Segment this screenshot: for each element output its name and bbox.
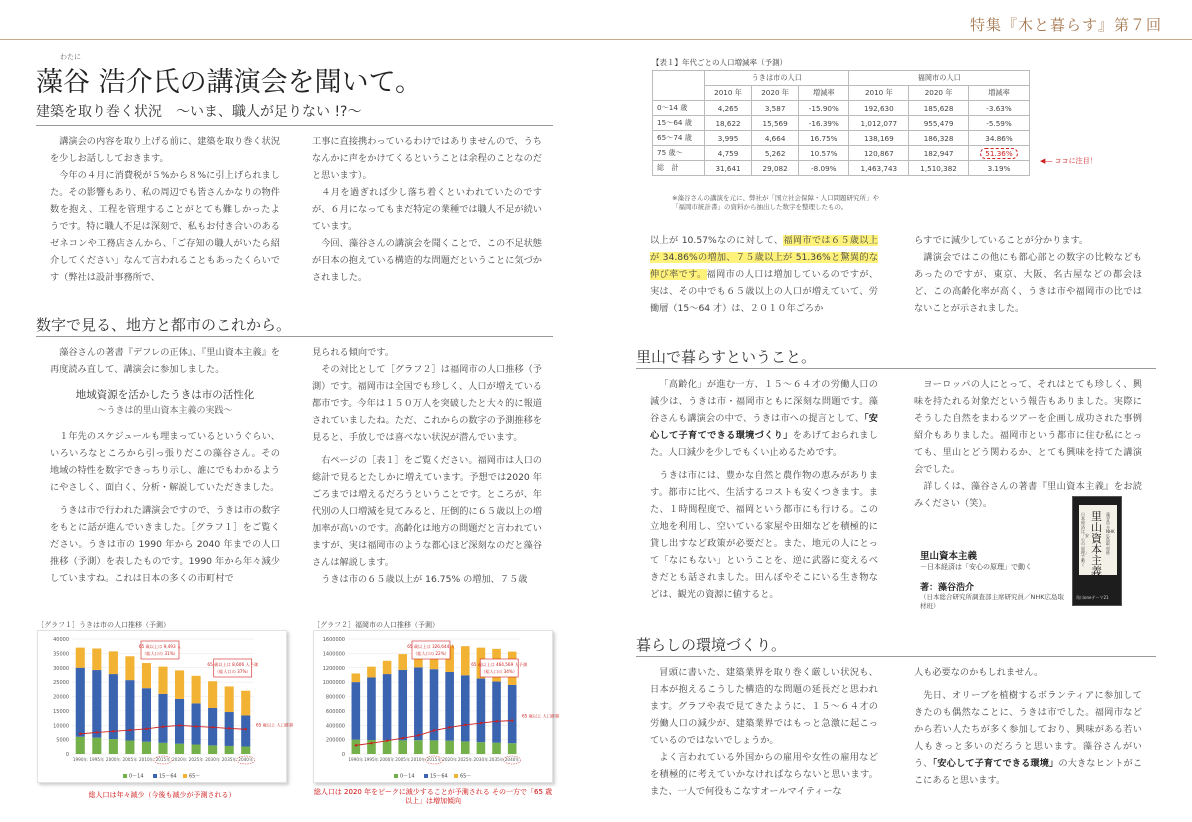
- side-label: 65 歳以上 人口推移: [522, 713, 560, 719]
- bar-segment-0～14: [142, 742, 151, 754]
- annotation-text: 65 歳以上は 464,569 人予測: [471, 662, 528, 667]
- bar-segment-0～14: [92, 738, 101, 754]
- chart1-svg: [38, 631, 294, 784]
- bar-segment-0～14: [76, 737, 85, 754]
- x-tick-label: 1990年: [72, 757, 88, 762]
- y-tick-label: 10000: [53, 723, 69, 730]
- highlight-oval: 51.36%: [980, 148, 1017, 159]
- bar-segment-15～64: [76, 668, 85, 737]
- row-label: 65～74 歳: [653, 131, 705, 146]
- legend-label: 0～14: [129, 773, 144, 780]
- y-tick-label: 30000: [53, 665, 69, 672]
- bar-segment-0～14: [508, 743, 517, 754]
- bar-segment-15～64: [477, 679, 486, 743]
- article-title: 藻谷 浩介氏の講演会を聞いて。: [36, 67, 423, 98]
- y-tick-label: 40000: [53, 637, 69, 643]
- table-cell: 185,628: [909, 101, 969, 116]
- divider: [36, 125, 553, 126]
- legend-label: 65～: [189, 773, 201, 780]
- x-tick-label: 2005年: [122, 757, 138, 762]
- trend-point: [96, 731, 98, 733]
- paragraph: 詳しくは、藻谷さんの著書『里山資本主義』をお読みください（笑）。: [914, 481, 1142, 509]
- y-tick-label: 0: [341, 752, 345, 758]
- legend-swatch: [153, 774, 157, 778]
- table-cell: 955,479: [909, 116, 969, 131]
- table-cell: 1,510,382: [909, 161, 969, 176]
- table-subheader: 2010 年: [705, 86, 752, 101]
- trend-point: [145, 728, 147, 730]
- series-title: 特集『木と暮らす』第７回: [969, 16, 1162, 34]
- book-info: [920, 548, 1068, 611]
- y-tick-label: 0: [65, 752, 69, 758]
- chart1-frame: [37, 630, 294, 783]
- legend-swatch: [424, 774, 428, 778]
- bar-segment-15～64: [398, 670, 407, 740]
- bar-segment-15～64: [414, 667, 423, 740]
- y-tick-label: 600000: [325, 708, 345, 715]
- x-tick-label: 2000年: [105, 757, 121, 762]
- paragraph: 講演会ではこの他にも都心部との数字の比較などもあったのですが、東京、大阪、名古屋などの都会ほど、この高齢化率が高く、うきは市や福岡市の比ではないことが示されました。: [914, 252, 1142, 314]
- divider: [636, 656, 1156, 657]
- table-group-header: 福岡市の人口: [849, 71, 1030, 86]
- table-cell: 3,995: [705, 131, 752, 146]
- bar-segment-0～14: [383, 740, 392, 754]
- paragraph: 今年の４月に消費税が５%から８%に引上げられました。その影響もあり、私の周辺でも皆さんかなりの物件数を抱え、工程を管理することがとても難しかったようです。特に職人不足は深刻で、私もお付き合いのあるゼネコンや工務店さんから、「ご存知の職人がいたら紹介してください」なんて言われることもあったくらいです（弊社は設計事務所で、: [50, 170, 280, 283]
- subtitle: 建築を取り巻く状況 ～いま、職人が足りない !?～: [36, 104, 362, 120]
- paragraph: その対比として［グラフ２］は福岡市の人口推移（予測）です。福岡市は全国でも珍しく、人口が増えている都市です。今年は１５０万人を突破したと大々的に報道されていましたね。ただ、これからの数字の予測推移を見ると、手放しでは喜べない状況が潜んでいます。: [312, 364, 542, 443]
- text: の大きなヒントがここにあると思います。: [914, 758, 1143, 786]
- y-tick-label: 5000: [56, 737, 69, 744]
- note-line: 「福岡市統計書」の資料から抽出した数字を整理したもの。: [672, 203, 848, 211]
- legend-swatch: [123, 774, 127, 778]
- table-cell: -16.39%: [799, 116, 849, 131]
- lecture-subtitle: ～うきは的里山資本主義の実践～: [97, 406, 233, 416]
- p2-right-column: [914, 232, 1142, 317]
- trend-point: [245, 728, 247, 730]
- trend-point: [112, 730, 114, 732]
- table-cell: 120,867: [849, 146, 909, 161]
- callout: [1040, 156, 1097, 166]
- x-tick-label: 2005年: [395, 757, 411, 762]
- bar-segment-15～64: [109, 674, 118, 739]
- bar-segment-15～64: [142, 688, 151, 742]
- text: 先日、オリーブを植樹するボランティアに参加してきたのも偶然なことに、うきは市でした。福岡市などから若い人たちが多く参加しており、興味がある若い人もきっと多いのだろうと思います。藻谷さんがいう、: [914, 690, 1142, 769]
- intro-right-column: [312, 133, 542, 286]
- text: をあげておられました。人口減少を少しでもくい止めるためです。: [650, 430, 878, 458]
- paragraph: らすでに減少していることが分かります。: [914, 235, 1089, 246]
- x-tick-label: 2025年: [188, 757, 204, 762]
- trend-point: [480, 722, 482, 724]
- bar-segment-0～14: [175, 744, 184, 754]
- trend-point: [495, 720, 497, 722]
- table-subheader: 増減率: [799, 86, 849, 101]
- bold-text: 「安心して子育てできる環境づくり」: [650, 413, 878, 441]
- side-label: 65 歳以上 人口推移: [256, 722, 294, 728]
- x-tick-label: 2030年: [473, 757, 489, 762]
- x-tick-label: 1995年: [364, 757, 379, 762]
- x-tick-label: 2015年: [155, 757, 171, 762]
- bar-segment-65～: [398, 654, 407, 670]
- bar-segment-0～14: [352, 740, 361, 754]
- chart2-caption: 総人口は 2020 年をピークに減少することが予測される その一方で「65 歳以上」は増加傾向: [313, 788, 553, 805]
- annotation-text: 65 歳以上は 9,493 人: [138, 644, 182, 649]
- bar-segment-0～14: [109, 739, 118, 754]
- chart2-title: ［グラフ２］福岡市の人口推移（予測）: [313, 621, 439, 629]
- section4-right-column: [914, 664, 1142, 789]
- table-note: [672, 194, 879, 212]
- section-heading-satoyama: 里山で暮らすということ。: [636, 348, 817, 366]
- bar-segment-65～: [241, 691, 250, 716]
- annotation-text: （総人口の 37%）: [214, 669, 251, 674]
- x-tick-label: 2010年: [410, 757, 426, 762]
- x-tick-label: 1995年: [89, 757, 105, 762]
- table-cell: 182,947: [909, 146, 969, 161]
- trend-point: [433, 729, 435, 731]
- table-cell: 18,622: [705, 116, 752, 131]
- bar-segment-65～: [208, 681, 217, 708]
- section3-right-column: [914, 376, 1142, 512]
- bar-segment-65～: [352, 674, 361, 683]
- table-subheader: 2020 年: [752, 86, 799, 101]
- bar-segment-0～14: [398, 740, 407, 754]
- paragraph: ヨーロッパの人にとって、それはとても珍しく、興味を持たれる対象だという報告もありました。実際にそうした自然をまわるツアーを企画し成功された事例紹介もありました。福岡市という都市に住む私にとっても、里山とどう関わるか、とても興味を持てた講演会でした。: [914, 379, 1142, 475]
- section2-left-column: [50, 344, 280, 587]
- table-row: [653, 101, 1030, 116]
- table-cell: -3.63%: [968, 101, 1029, 116]
- highlighted-text: 福岡市では６５歳以上が 34.86%の増加、７５歳以上が 51.36%と驚異的な伸び率です。: [650, 235, 878, 280]
- table-cell: 10.57%: [799, 146, 849, 161]
- table-cell: 3,587: [752, 101, 799, 116]
- x-tick-label: 2020年: [172, 757, 187, 762]
- trend-point: [370, 742, 372, 744]
- bar-segment-15～64: [445, 672, 454, 741]
- chart2-svg: [314, 631, 560, 784]
- table-cell: 4,664: [752, 131, 799, 146]
- bar-segment-65～: [192, 676, 201, 704]
- trend-point: [211, 726, 213, 728]
- table-cell: 31,641: [705, 161, 752, 176]
- table-cell: 4,759: [705, 146, 752, 161]
- chart2-frame: [313, 630, 560, 783]
- bar-segment-15～64: [492, 682, 501, 743]
- bar-segment-65～: [142, 663, 151, 688]
- cover-author: 藻谷浩介 NHK広島取材班: [1106, 512, 1115, 555]
- trend-point: [228, 727, 230, 729]
- table-corner: [653, 71, 705, 101]
- bar-segment-0～14: [125, 740, 134, 754]
- legend-label: 15～64: [159, 773, 177, 780]
- bar-segment-15～64: [508, 685, 517, 743]
- note-line: ※藻谷さんの講演を元に、弊社が「国立社会保障・人口問題研究所」や: [672, 194, 879, 202]
- x-tick-label: 2030年: [205, 757, 221, 762]
- x-tick-label: 2025年: [457, 757, 473, 762]
- bar-segment-0～14: [414, 740, 423, 754]
- x-tick-label: 2035年: [221, 757, 237, 762]
- bar-segment-15～64: [352, 682, 361, 740]
- paragraph: うきは市には、豊かな自然と農作物の恵みがあります。都市に比べ、生活するコストも安くつきます。また、１時間程度で、福岡という都市にも行ける。この立地を利用し、空いている家屋や田畑などを積極的に貸し出すなど政策が必要だと。また、地元の人にとって「なにもない」ということを、逆に武器に変えるべきだとも話されました。田んぼやそこにいる生き物などは、観光の資源に値すると。: [650, 470, 878, 600]
- section-heading-numbers: 数字で見る、地方と都市のこれから。: [36, 316, 292, 334]
- paragraph: 工事に直接携わっているわけではありませんので、うちなんかに声をかけてくるということは余程のことなのだと思います）。: [312, 136, 542, 181]
- book-title: 里山資本主義: [920, 551, 978, 562]
- trend-point: [417, 734, 419, 736]
- table-cell: -8.09%: [799, 161, 849, 176]
- bar-segment-0～14: [445, 741, 454, 754]
- y-tick-label: 200000: [325, 737, 345, 744]
- bar-segment-65～: [175, 670, 184, 699]
- bar-segment-65～: [158, 667, 167, 694]
- population-table: [652, 70, 1030, 176]
- bar-segment-15～64: [92, 670, 101, 738]
- text: 以上が 10.57%なのに対して、: [650, 235, 784, 246]
- paragraph: 右ページの［表１］をご覧ください。福岡市は人口の総計で見るとたしかに増えています。予想では2020 年ごろまでは増えるだろうということです。ところが、年代別の人口増減を見てみると、圧倒的に６５歳以上の増加率が高いのです。高齢化は地方の問題だと言われていますが、実は福岡市のような都心ほど深刻なのだと藻谷さんは解説します。: [312, 455, 542, 568]
- paragraph: 見られる傾向です。: [312, 347, 394, 358]
- bar-segment-65～: [109, 651, 118, 674]
- arrow-left-icon: ◀―: [1040, 157, 1053, 165]
- paragraph: 藻谷さんの著書『デフレの正体』、『里山資本主義』を再度読み直して、講演会に参加しました。: [50, 347, 280, 375]
- bar-segment-0～14: [192, 745, 201, 754]
- y-tick-label: 1600000: [322, 637, 345, 643]
- bar-segment-0～14: [492, 743, 501, 754]
- legend-label: 0～14: [400, 773, 415, 780]
- cover-title: 里山資本主義: [1091, 510, 1102, 578]
- legend-swatch: [183, 774, 187, 778]
- bar-segment-0～14: [430, 740, 439, 754]
- book-subtitle: －日本経済は「安心の原理」で動く: [920, 563, 1032, 571]
- bar-segment-15～64: [383, 674, 392, 740]
- cover-subtitle: 日本経済は「安心の原理」で動く: [1081, 512, 1089, 568]
- lecture-title: 地域資源を活かしたうきは市の活性化: [75, 389, 255, 401]
- furigana: わたに: [60, 53, 81, 61]
- book-author: 著：藻谷浩介: [920, 583, 975, 593]
- table-cell: 16.75%: [799, 131, 849, 146]
- table-cell: 29,082: [752, 161, 799, 176]
- trend-point: [79, 733, 81, 735]
- table-cell: 192,630: [849, 101, 909, 116]
- cover-publisher: 角川oneテーマ21: [1076, 595, 1109, 600]
- bar-segment-0～14: [158, 743, 167, 754]
- bar-segment-65～: [461, 646, 470, 675]
- x-tick-label: 2035年: [489, 757, 504, 762]
- bar-segment-0～14: [225, 746, 234, 754]
- bar-segment-15～64: [125, 680, 134, 740]
- trend-point: [162, 726, 164, 728]
- section2-right-column: [312, 344, 542, 588]
- y-tick-label: 25000: [53, 680, 69, 687]
- table-cell: 15,569: [752, 116, 799, 131]
- table-row: [653, 161, 1030, 176]
- row-label: 15～64 歳: [653, 116, 705, 131]
- table-cell: 1,463,743: [849, 161, 909, 176]
- bar-segment-0～14: [241, 747, 250, 754]
- trend-point: [129, 729, 131, 731]
- divider: [36, 336, 553, 337]
- p2-left-column: [650, 232, 878, 317]
- table-row: [653, 131, 1030, 146]
- table-cell: 5,262: [752, 146, 799, 161]
- bar-segment-15～64: [461, 675, 470, 741]
- table-group-header: うきは市の人口: [705, 71, 849, 86]
- annotation-text: 65 歳以上は 326,644 人: [407, 644, 455, 649]
- paragraph: うきは市で行われた講演会ですので、うきは市の数字をもとに話が進んでいきました。［グラフ１］をご覧ください。うきは市の 1990 年から 2040 年までの人口推移（予測）を表したものです。1990 年から年々減少していますね。これは日本の多くの市町村で: [50, 505, 280, 584]
- trend-point: [402, 737, 404, 739]
- y-tick-label: 35000: [53, 651, 69, 658]
- x-tick-label: 2010年: [139, 757, 154, 762]
- y-tick-label: 1400000: [322, 651, 345, 658]
- x-tick-label: 2040年: [238, 757, 254, 762]
- y-tick-label: 15000: [53, 708, 69, 715]
- x-tick-label: 1990年: [348, 757, 364, 762]
- paragraph: 今回、藻谷さんの講演会を聞くことで、この不足状態が日本の抱えている構造的な問題だということに気づかされました。: [312, 238, 542, 283]
- paragraph: よく言われている外国からの雇用や女性の雇用などを積極的に考えていかなければならないと思います。また、一人で何役もこなすオールマイティーな: [650, 752, 878, 797]
- table-subheader: 2020 年: [909, 86, 969, 101]
- y-tick-label: 20000: [53, 694, 69, 701]
- bar-segment-65～: [367, 667, 376, 678]
- row-label: 75 歳～: [653, 146, 705, 161]
- table-subheader: 増減率: [968, 86, 1029, 101]
- y-tick-label: 400000: [325, 723, 345, 730]
- section4-left-column: [650, 664, 878, 800]
- section3-left-column: [650, 376, 878, 603]
- table-cell: -5.59%: [968, 116, 1029, 131]
- trend-point: [195, 725, 197, 727]
- bar-segment-15～64: [158, 694, 167, 743]
- intro-left-column: [50, 133, 280, 286]
- bar-segment-0～14: [208, 745, 217, 754]
- table-cell: 186,328: [909, 131, 969, 146]
- y-tick-label: 800000: [325, 694, 345, 701]
- bar-segment-15～64: [241, 715, 250, 746]
- paragraph: １年先のスケジュールも埋まっているというぐらい、いろいろなところから引っ張りだこの藻谷さん。その地域の特性を数字できっちり示し、誰にでもわかるようにやさしく、面白く、分析・解説していただきました。: [50, 431, 280, 493]
- text: 「高齢化」が進む一方、１５～６４才の労働人口の減少は、うきは市・福岡市ともに深刻な問題です。藻谷さんも講演会の中で、うきは市への提言として、: [650, 379, 878, 424]
- chart1-caption: 総人口は年々減少（今後も減少が予測される）: [88, 791, 236, 799]
- paragraph: ４月を過ぎれば少し落ち着くといわれていたのですが、６月になってもまだ特定の業種では職人不足が続いています。: [312, 187, 542, 232]
- trend-point: [464, 724, 466, 726]
- annotation-text: 65 歳以上は 8,606 人予測: [207, 662, 259, 667]
- table-cell: 4,265: [705, 101, 752, 116]
- paragraph: うきは市の６５歳以上が 16.75% の増加、７５歳: [321, 574, 528, 585]
- paragraph: 冒頭に書いた、建築業界を取り巻く厳しい状況も、日本が抱えるこうした構造的な問題の延長だと思われます。グラフや表で見てきたように、１５～６４才の労働人口の減少が、建築業界ではもっと急激に起こっているのではないでしょうか。: [650, 667, 878, 746]
- book-affiliation: （日本総合研究所調査部主席研究員／NHK広島取材班）: [920, 593, 1065, 610]
- table-subheader: 2010 年: [849, 86, 909, 101]
- section-heading-environment: 暮らしの環境づくり。: [636, 636, 787, 654]
- table-cell: 138,169: [849, 131, 909, 146]
- x-tick-label: 2020年: [442, 757, 458, 762]
- bar-segment-15～64: [192, 703, 201, 744]
- legend-label: 15～64: [430, 773, 448, 780]
- table-cell: 34.86%: [968, 131, 1029, 146]
- paragraph: 講演会の内容を取り上げる前に、建築を取り巻く状況を少しお話ししておきます。: [50, 136, 280, 164]
- table-cell: -15.90%: [799, 101, 849, 116]
- bar-segment-65～: [92, 648, 101, 670]
- table-row: [653, 116, 1030, 131]
- annotation-text: （総人口の 22%）: [413, 651, 449, 656]
- bar-segment-0～14: [461, 741, 470, 754]
- trend-point: [386, 740, 388, 742]
- trend-point: [355, 744, 357, 746]
- annotation-text: （総人口の 31%）: [142, 651, 178, 656]
- book-cover: [1072, 496, 1122, 606]
- x-tick-label: 2000年: [379, 757, 395, 762]
- bar-segment-65～: [383, 661, 392, 674]
- chart1-title: ［グラフ１］うきは市の人口推移（予測）: [37, 621, 170, 629]
- paragraph: [914, 687, 1142, 789]
- y-tick-label: 1000000: [322, 680, 345, 687]
- bar-segment-15～64: [367, 677, 376, 740]
- paragraph: 人も必要なのかもしれません。: [914, 667, 1044, 678]
- bar-segment-0～14: [477, 742, 486, 754]
- table-cell-highlighted: [968, 146, 1029, 161]
- divider: [636, 368, 1156, 369]
- table-cell: 1,012,077: [849, 116, 909, 131]
- legend-swatch: [454, 774, 458, 778]
- x-tick-label: 2015年: [426, 757, 442, 762]
- legend-label: 65～: [460, 773, 472, 780]
- text: 福岡市の人口は増加しているのですが、実は、その中でも６５歳以上の人口が増えていて、労働層（15～64 才）は、２０１０年ごろか: [650, 269, 879, 314]
- row-label: 総 計: [653, 161, 705, 176]
- trend-point: [511, 719, 513, 721]
- table-title: 【表１】年代ごとの人口増減率（予測）: [652, 58, 787, 67]
- table-cell: 3.19%: [968, 161, 1029, 176]
- bar-segment-65～: [125, 656, 134, 680]
- trend-point: [448, 726, 450, 728]
- bar-segment-15～64: [175, 699, 184, 744]
- row-label: 0～14 歳: [653, 101, 705, 116]
- bar-segment-65～: [76, 648, 85, 668]
- legend-swatch: [394, 774, 398, 778]
- callout-label: ココに注目！: [1054, 157, 1097, 165]
- bold-text: 「安心して子育てできる環境」: [932, 758, 1059, 769]
- trend-point: [178, 724, 180, 726]
- bar-segment-65～: [225, 686, 234, 712]
- x-tick-label: 2040年: [504, 757, 520, 762]
- table-row: [653, 146, 1030, 161]
- paragraph: [650, 376, 878, 461]
- y-tick-label: 1200000: [322, 665, 345, 672]
- annotation-text: （総人口の 34%）: [481, 669, 518, 674]
